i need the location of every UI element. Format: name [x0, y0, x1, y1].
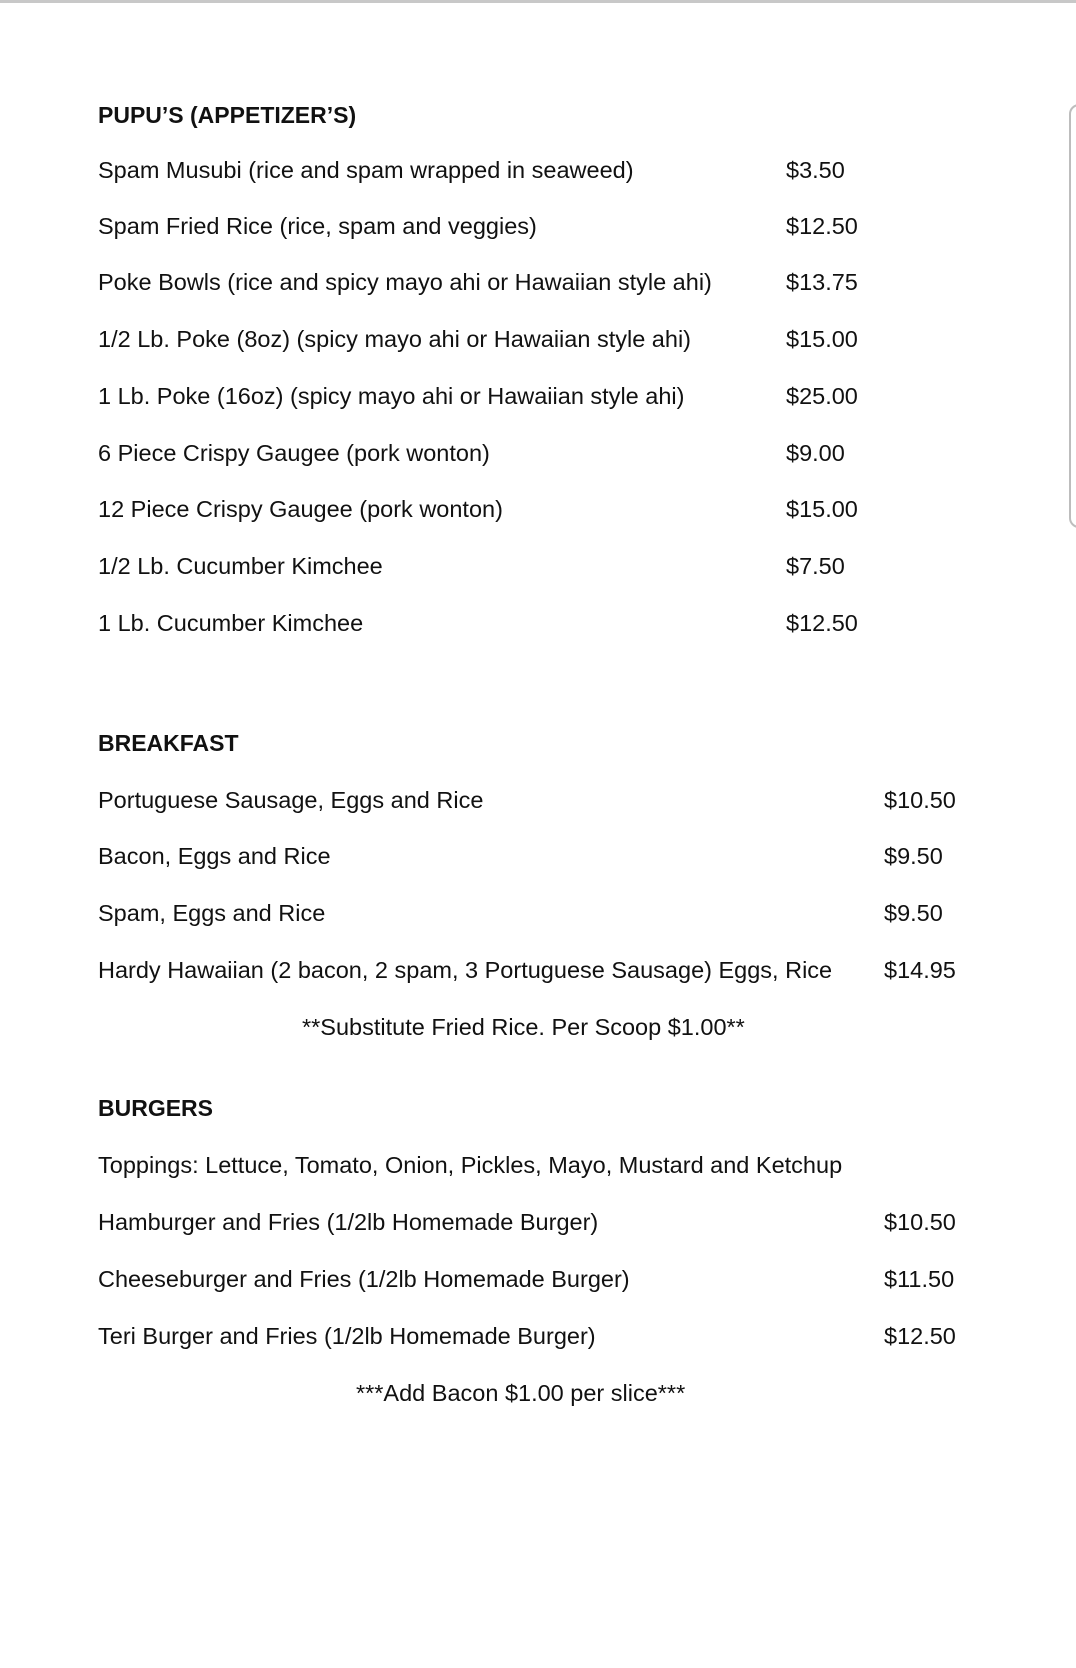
- item-price: $11.50: [884, 1266, 955, 1292]
- item-name: Cheeseburger and Fries (1/2lb Homemade Burger): [98, 1266, 630, 1292]
- menu-item: [98, 898, 998, 928]
- menu-item: [98, 438, 998, 468]
- toppings-text: Toppings: Lettuce, Tomato, Onion, Pickles, Mayo, Mustard and Ketchup: [98, 1152, 843, 1178]
- toppings-row: [98, 1150, 998, 1180]
- menu-item: [98, 324, 998, 354]
- menu-item: [98, 1207, 998, 1237]
- item-name: Spam, Eggs and Rice: [98, 900, 326, 926]
- item-price: $15.00: [786, 326, 858, 352]
- menu-item: [98, 785, 998, 815]
- item-name: 12 Piece Crispy Gaugee (pork wonton): [98, 496, 503, 522]
- item-price: $12.50: [786, 213, 858, 239]
- menu-item: [98, 608, 998, 638]
- scroll-edge[interactable]: [1069, 104, 1076, 528]
- item-price: $14.95: [884, 957, 956, 983]
- item-price: $13.75: [786, 269, 858, 295]
- item-name: Teri Burger and Fries (1/2lb Homemade Burger): [98, 1323, 596, 1349]
- item-name: Hamburger and Fries (1/2lb Homemade Burger): [98, 1209, 599, 1235]
- breakfast-note: **Substitute Fried Rice. Per Scoop $1.00**: [302, 1014, 745, 1040]
- menu-item: [98, 1264, 998, 1294]
- item-name: 1/2 Lb. Poke (8oz) (spicy mayo ahi or Hawaiian style ahi): [98, 326, 691, 352]
- top-border: [0, 0, 1076, 3]
- menu-item: [98, 551, 998, 581]
- item-name: Spam Fried Rice (rice, spam and veggies): [98, 213, 537, 239]
- menu-item: [98, 211, 998, 241]
- item-name: 1/2 Lb. Cucumber Kimchee: [98, 553, 383, 579]
- item-price: $7.50: [786, 553, 845, 579]
- menu-item: [98, 841, 998, 871]
- item-name: 1 Lb. Cucumber Kimchee: [98, 610, 364, 636]
- item-price: $25.00: [786, 383, 858, 409]
- menu-item: [98, 955, 998, 985]
- menu-item: [98, 267, 998, 297]
- menu-item: [98, 494, 998, 524]
- item-price: $12.50: [884, 1323, 956, 1349]
- item-name: Bacon, Eggs and Rice: [98, 843, 331, 869]
- burgers-note: ***Add Bacon $1.00 per slice***: [356, 1380, 686, 1406]
- item-price: $10.50: [884, 787, 956, 813]
- burgers-note-row: [98, 1378, 998, 1408]
- item-name: 1 Lb. Poke (16oz) (spicy mayo ahi or Hawaiian style ahi): [98, 383, 685, 409]
- menu-item: [98, 1321, 998, 1351]
- item-name: Spam Musubi (rice and spam wrapped in seaweed): [98, 157, 634, 183]
- item-price: $15.00: [786, 496, 858, 522]
- breakfast-heading: BREAKFAST: [98, 730, 239, 756]
- pupus-heading: PUPU’S (APPETIZER’S): [98, 102, 357, 128]
- menu-item: [98, 155, 998, 185]
- item-price: $9.50: [884, 843, 943, 869]
- item-price: $9.00: [786, 440, 845, 466]
- item-name: Poke Bowls (rice and spicy mayo ahi or Hawaiian style ahi): [98, 269, 712, 295]
- breakfast-note-row: [98, 1012, 998, 1042]
- menu-item: [98, 381, 998, 411]
- burgers-heading: BURGERS: [98, 1095, 214, 1121]
- item-name: 6 Piece Crispy Gaugee (pork wonton): [98, 440, 490, 466]
- item-price: $12.50: [786, 610, 858, 636]
- item-price: $10.50: [884, 1209, 956, 1235]
- item-price: $3.50: [786, 157, 845, 183]
- item-price: $9.50: [884, 900, 943, 926]
- item-name: Hardy Hawaiian (2 bacon, 2 spam, 3 Portuguese Sausage) Eggs, Rice: [98, 957, 833, 983]
- item-name: Portuguese Sausage, Eggs and Rice: [98, 787, 484, 813]
